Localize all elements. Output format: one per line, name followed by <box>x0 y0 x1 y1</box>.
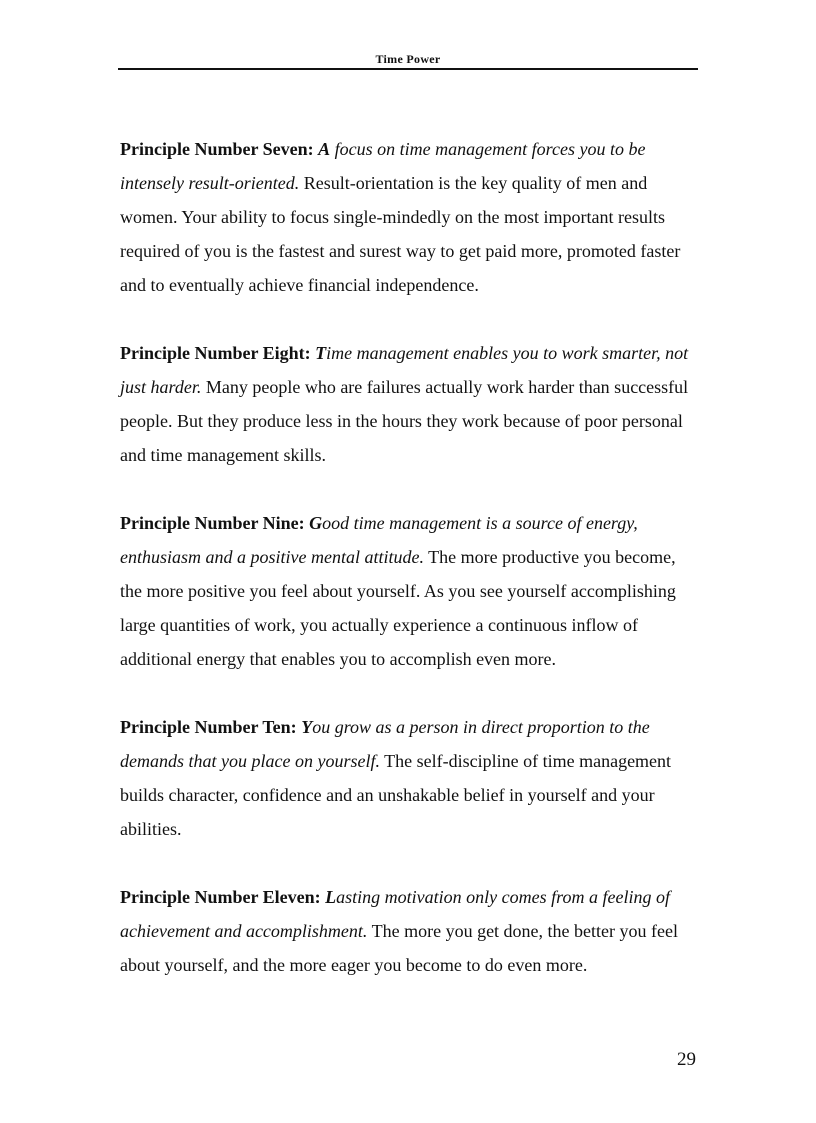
principle-eleven <box>120 880 696 982</box>
principle-lead-initial: A <box>318 139 331 159</box>
principle-lead-initial: G <box>309 513 323 533</box>
principle-label: Principle Number Nine: <box>120 513 305 533</box>
principle-nine <box>120 506 696 676</box>
principle-label: Principle Number Eight: <box>120 343 311 363</box>
principle-thesis: focus on time management forces you to be intensely result-oriented. <box>120 139 646 193</box>
principle-ten <box>120 710 696 846</box>
principle-body: The self-discipline of time management builds character, confidence and an unshakable belief in yourself and your abilities. <box>120 751 672 839</box>
principle-seven <box>120 132 696 302</box>
principle-thesis: ou grow as a person in direct proportion to the demands that you place on yourself. <box>120 717 650 771</box>
principle-eight <box>120 336 696 472</box>
principle-body: Many people who are failures actually work harder than successful people. But they produce less in the hours they work because of poor personal and time management skills. <box>120 377 689 465</box>
page-number: 29 <box>677 1049 696 1070</box>
principle-lead-initial: L <box>325 887 337 907</box>
principle-body: The more productive you become, the more positive you feel about yourself. As you see yourself accomplishing large quantities of work, you actually experience a continuous inflow of additional energy that enables you to accomplish even more. <box>120 547 676 669</box>
running-header: Time Power <box>375 52 441 66</box>
principle-label: Principle Number Eleven: <box>120 887 321 907</box>
principle-label: Principle Number Ten: <box>120 717 297 737</box>
principle-body: The more you get done, the better you feel about yourself, and the more eager you become to do even more. <box>120 921 678 975</box>
header-rule <box>118 68 698 70</box>
principle-thesis: asting motivation only comes from a feeling of achievement and accomplishment. <box>120 887 670 941</box>
principle-body: Result-orientation is the key quality of men and women. Your ability to focus single-mindedly on the most important results required of you is the fastest and surest way to get paid more, promoted faster and to eventually achieve financial independence. <box>120 173 681 295</box>
principle-thesis: ood time management is a source of energy, enthusiasm and a positive mental attitude. <box>120 513 638 567</box>
body-text <box>120 132 696 1016</box>
principle-label: Principle Number Seven: <box>120 139 314 159</box>
principle-thesis: ime management enables you to work smarter, not just harder. <box>120 343 689 397</box>
principle-lead-initial: T <box>315 343 327 363</box>
principle-lead-initial: Y <box>301 717 313 737</box>
